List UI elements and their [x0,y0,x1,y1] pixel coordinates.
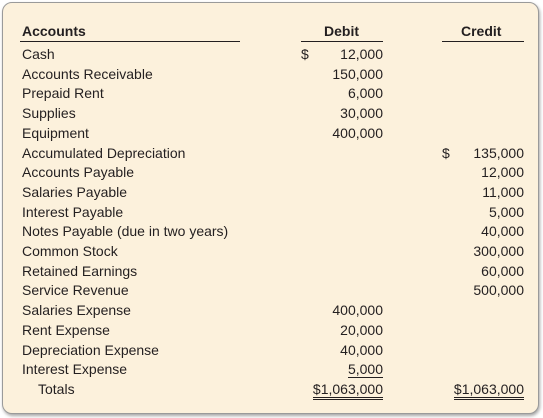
account-name: Interest Expense [22,361,128,378]
credit-amount: 5,000 [488,203,524,220]
account-row [3,125,543,144]
credit-header-rule [442,41,524,42]
credit-dollar-sign: $ [442,144,450,161]
account-name: Equipment [22,124,89,141]
credit-amount: 12,000 [481,164,524,181]
account-row [3,204,543,223]
account-row [3,263,543,282]
credit-total: $1,063,000 [454,381,524,400]
credit-amount: 60,000 [481,262,524,279]
account-name: Accounts Payable [22,164,135,181]
accounts-header: Accounts [22,23,86,39]
account-row [3,223,543,242]
account-name: Interest Payable [22,203,124,220]
debit-amount: 5,000 [347,361,383,378]
credit-amount: 135,000 [473,144,524,161]
trial-balance-panel [2,2,539,414]
account-name: Service Revenue [22,282,129,299]
account-row [3,46,543,65]
debit-amount: 30,000 [340,105,383,122]
debit-amount: 150,000 [332,65,383,82]
credit-amount: 300,000 [473,243,524,259]
totals-label: Totals [38,381,75,397]
account-row [3,243,543,262]
account-name: Common Stock [22,243,118,259]
accounts-header-rule [20,41,240,42]
account-row [3,145,543,164]
account-row [3,66,543,85]
account-name: Prepaid Rent [22,85,104,102]
totals-row [3,381,543,400]
account-name: Rent Expense [22,321,110,338]
account-name: Depreciation Expense [22,341,159,358]
debit-amount: 20,000 [340,321,383,338]
account-row [3,282,543,301]
credit-amount: 11,000 [482,183,524,200]
account-row [3,302,543,321]
account-row [3,164,543,183]
account-row [3,105,543,124]
debit-amount: 6,000 [347,85,383,102]
account-row [3,85,543,104]
account-row [3,184,543,203]
account-name: Salaries Expense [22,302,131,319]
debit-amount: 12,000 [340,46,383,62]
credit-header: Credit [461,23,502,39]
account-name: Salaries Payable [22,183,128,200]
credit-amount: 500,000 [473,282,524,299]
account-row [3,322,543,341]
debit-header: Debit [324,23,359,39]
debit-amount: 40,000 [340,341,383,358]
debit-header-rule [301,41,383,42]
debit-total: $1,063,000 [313,381,383,400]
account-row [3,361,543,380]
account-name: Retained Earnings [22,262,138,279]
debit-amount: 400,000 [332,302,383,319]
account-row [3,342,543,361]
account-name: Accounts Receivable [22,65,153,82]
credit-amount: 40,000 [481,223,524,240]
debit-amount: 400,000 [332,124,383,141]
account-name: Notes Payable (due in two years) [22,223,229,240]
account-name: Cash [22,46,55,62]
debit-dollar-sign: $ [301,46,309,62]
account-name: Accumulated Depreciation [22,144,186,161]
account-name: Supplies [22,105,76,122]
